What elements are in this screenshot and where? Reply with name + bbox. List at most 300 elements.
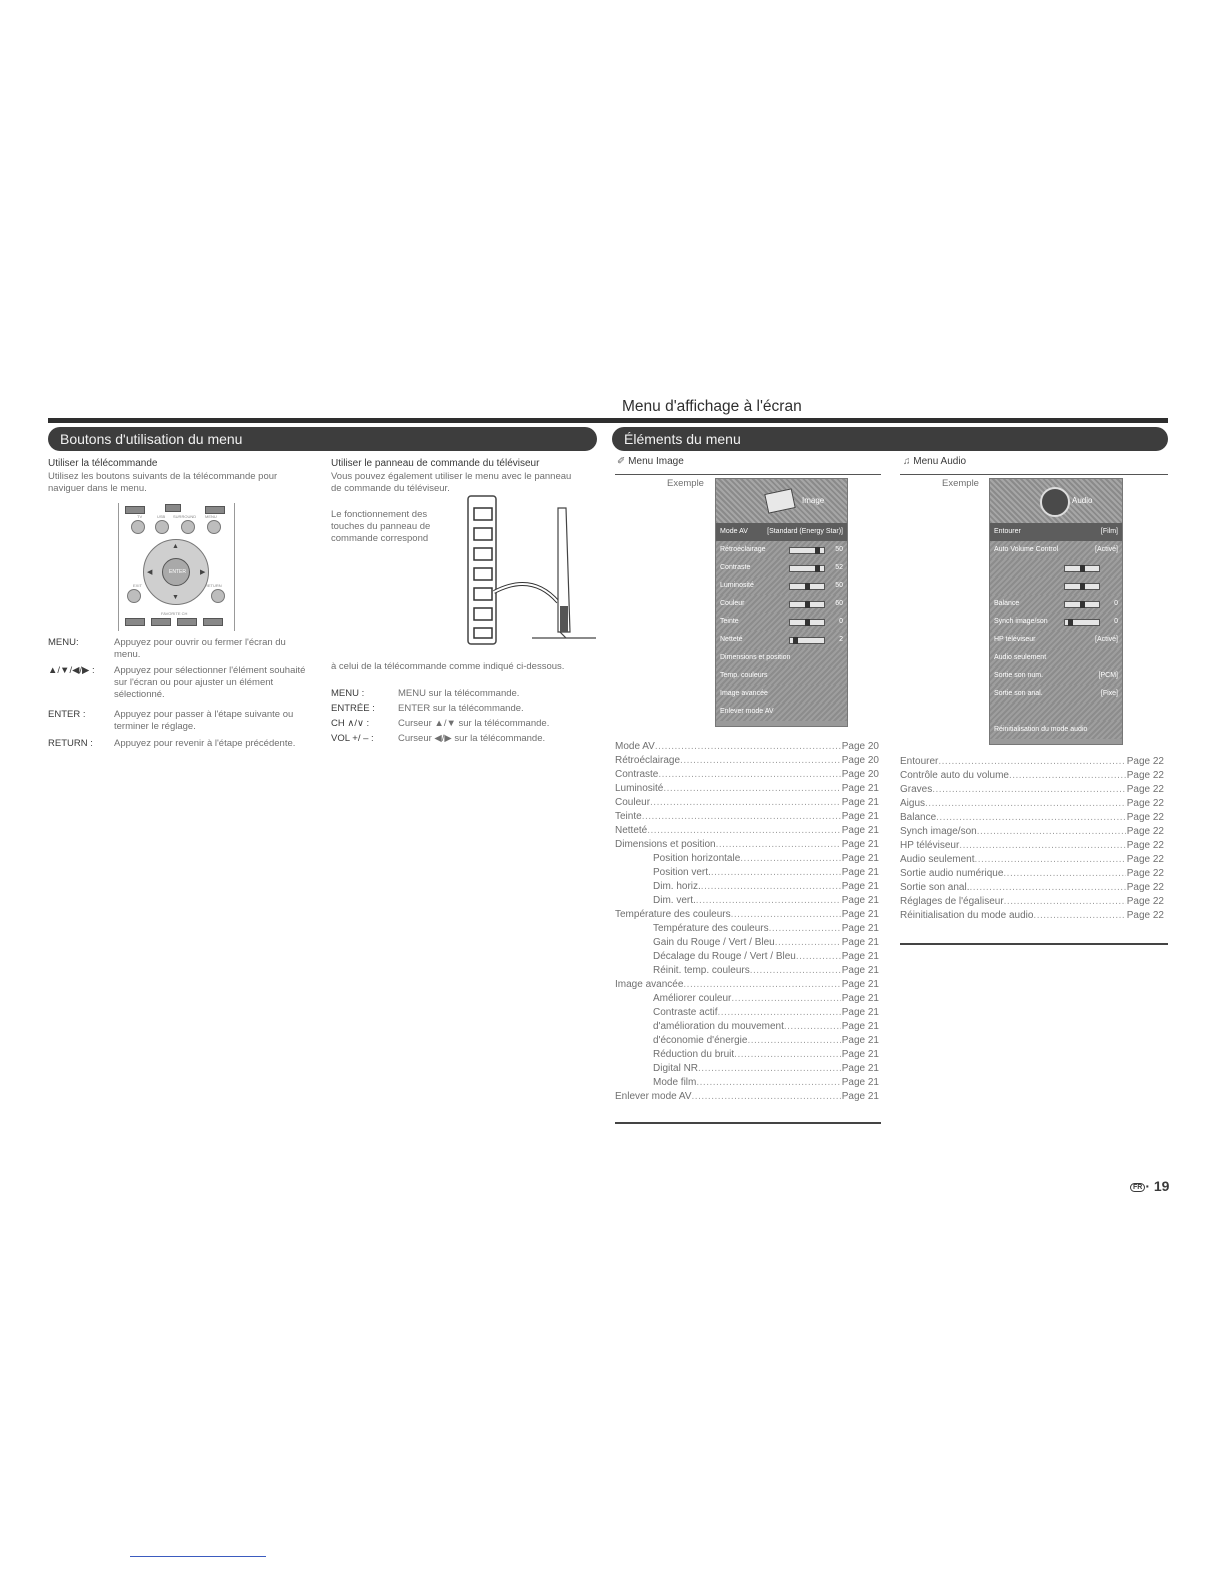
toc-page: Page 22 bbox=[1126, 812, 1164, 823]
toc-row bbox=[900, 811, 1164, 825]
osd-row-value: [Fixe] bbox=[1100, 690, 1118, 697]
toc-row bbox=[615, 852, 879, 866]
toc-label: Contraste bbox=[615, 769, 659, 780]
footer-link-underline bbox=[130, 1556, 266, 1557]
toc-row bbox=[615, 782, 879, 796]
osd-row bbox=[716, 541, 847, 559]
toc-page: Page 20 bbox=[841, 769, 879, 780]
remote-desc-enter: Appuyez pour passer à l'étape suivante ou terminer le réglage. bbox=[114, 709, 294, 732]
toc-page: Page 22 bbox=[1126, 882, 1164, 893]
toc-page: Page 20 bbox=[841, 755, 879, 766]
osd-slider-knob bbox=[1080, 601, 1085, 608]
osd-row-label: Auto Volume Control bbox=[994, 546, 1059, 553]
image-menu-bottom-rule bbox=[615, 1122, 881, 1124]
osd-slider bbox=[1064, 601, 1100, 608]
enter-button bbox=[162, 558, 190, 586]
image-menu-osd bbox=[715, 478, 848, 727]
tv-button bbox=[125, 506, 145, 514]
remote-desc-arrows: Appuyez pour sélectionner l'élément souhaité sur l'écran ou pour ajuster un élément sélectionné. bbox=[114, 665, 306, 700]
usb-label: USB bbox=[157, 514, 166, 519]
osd-slider-knob bbox=[1068, 619, 1073, 626]
toc-label: d'amélioration du mouvement bbox=[653, 1021, 784, 1032]
osd-slider bbox=[1064, 583, 1100, 590]
osd-row-label: Image avancée bbox=[720, 690, 768, 697]
panel-desc-vol: Curseur ◀/▶ sur la télécommande. bbox=[398, 733, 546, 744]
toc-row bbox=[615, 824, 879, 838]
favorite-d-button bbox=[203, 618, 223, 626]
toc-row bbox=[615, 796, 879, 810]
toc-row bbox=[615, 936, 879, 950]
tv-side-panel-svg bbox=[462, 492, 600, 648]
toc-leader bbox=[975, 853, 1126, 867]
osd-row-label: Entourer bbox=[994, 528, 1021, 535]
enter-label: ENTER bbox=[169, 569, 186, 575]
toc-page: Page 21 bbox=[841, 1035, 879, 1046]
panel-key-menu: MENU : bbox=[331, 688, 365, 699]
menu-circle-button bbox=[207, 520, 221, 534]
image-menu-rule bbox=[615, 474, 881, 475]
osd-row bbox=[990, 631, 1122, 649]
osd-row bbox=[990, 523, 1122, 541]
osd-slider-knob bbox=[815, 547, 820, 554]
toc-leader bbox=[970, 881, 1126, 895]
osd-slider-knob bbox=[793, 637, 798, 644]
toc-page: Page 22 bbox=[1126, 910, 1164, 921]
toc-label: Image avancée bbox=[615, 979, 684, 990]
toc-leader bbox=[680, 754, 841, 768]
toc-page: Page 21 bbox=[841, 881, 879, 892]
toc-page: Page 22 bbox=[1126, 840, 1164, 851]
up-arrow-icon: ▲ bbox=[172, 543, 179, 550]
panel-desc-ch: Curseur ▲/▼ sur la télécommande. bbox=[398, 718, 550, 729]
toc-leader bbox=[731, 992, 840, 1006]
toc-label: Rétroéclairage bbox=[615, 755, 681, 766]
toc-row bbox=[615, 866, 879, 880]
usb-circle-button bbox=[155, 520, 169, 534]
toc-row bbox=[900, 769, 1164, 783]
toc-leader bbox=[977, 825, 1126, 839]
toc-leader bbox=[717, 1006, 840, 1020]
toc-row bbox=[900, 839, 1164, 853]
toc-leader bbox=[784, 1020, 841, 1034]
toc-page: Page 21 bbox=[841, 909, 879, 920]
toc-label: Sortie audio numérique bbox=[900, 868, 1004, 879]
panel-key-entree: ENTRÉE : bbox=[331, 703, 375, 714]
toc-row bbox=[900, 755, 1164, 769]
toc-label: Température des couleurs bbox=[653, 923, 769, 934]
toc-row bbox=[900, 853, 1164, 867]
toc-page: Page 22 bbox=[1126, 854, 1164, 865]
toc-label: Réinit. temp. couleurs bbox=[653, 965, 750, 976]
osd-row-value: 0 bbox=[1114, 600, 1118, 607]
left-arrow-icon: ◀ bbox=[147, 569, 153, 576]
toc-leader bbox=[925, 797, 1126, 811]
osd-row-value: 0 bbox=[839, 618, 843, 625]
osd-title: Audio bbox=[1072, 496, 1093, 505]
osd-slider bbox=[789, 547, 825, 554]
toc-row bbox=[615, 838, 879, 852]
osd-row bbox=[990, 685, 1122, 703]
osd-slider bbox=[789, 601, 825, 608]
osd-row bbox=[716, 685, 847, 703]
menu-label: MENU bbox=[205, 514, 217, 519]
osd-slider-knob bbox=[805, 601, 810, 608]
osd-row-label: Sortie son num. bbox=[994, 672, 1044, 679]
toc-leader bbox=[1009, 769, 1126, 783]
toc-row bbox=[900, 867, 1164, 881]
toc-page: Page 21 bbox=[841, 783, 879, 794]
osd-row bbox=[716, 613, 847, 631]
toc-leader bbox=[663, 782, 840, 796]
toc-leader bbox=[775, 936, 841, 950]
audio-menu-example-label: Exemple bbox=[942, 478, 979, 489]
audio-menu-osd bbox=[989, 478, 1123, 745]
favorite-b-button bbox=[151, 618, 171, 626]
down-arrow-icon: ▼ bbox=[172, 594, 179, 601]
toc-label: Réduction du bruit bbox=[653, 1049, 735, 1060]
toc-row bbox=[615, 1034, 879, 1048]
toc-page: Page 20 bbox=[841, 741, 879, 752]
toc-label: Gain du Rouge / Vert / Bleu bbox=[653, 937, 775, 948]
image-menu-icon: ✐ bbox=[617, 456, 626, 467]
toc-label: d'économie d'énergie bbox=[653, 1035, 748, 1046]
osd-row bbox=[990, 667, 1122, 685]
osd-row-value: 2 bbox=[839, 636, 843, 643]
toc-leader bbox=[683, 978, 840, 992]
osd-row-label: Enlever mode AV bbox=[720, 708, 774, 715]
toc-leader bbox=[796, 950, 841, 964]
toc-leader bbox=[1004, 895, 1126, 909]
toc-label: Entourer bbox=[900, 756, 939, 767]
toc-page: Page 21 bbox=[841, 1021, 879, 1032]
panel-desc-menu: MENU sur la télécommande. bbox=[398, 688, 520, 699]
speaker-icon bbox=[1040, 487, 1070, 517]
osd-row bbox=[716, 577, 847, 595]
language-badge: FR bbox=[1130, 1183, 1145, 1192]
remote-desc-menu: Appuyez pour ouvrir ou fermer l'écran du menu. bbox=[114, 637, 286, 660]
toc-page: Page 21 bbox=[841, 1049, 879, 1060]
toc-page: Page 22 bbox=[1126, 756, 1164, 767]
osd-row-label: Dimensions et position bbox=[720, 654, 791, 661]
audio-menu-toc bbox=[900, 755, 1164, 923]
image-menu-toc bbox=[615, 740, 879, 1104]
osd-row-value: [PCM] bbox=[1098, 672, 1118, 679]
osd-row-value: [Film] bbox=[1100, 528, 1118, 535]
toc-row bbox=[615, 740, 879, 754]
favorite-c-button bbox=[177, 618, 197, 626]
tv-panel-illustration bbox=[462, 492, 600, 648]
panel-text-2: Le fonctionnement des touches du panneau de commande correspond bbox=[331, 509, 431, 544]
osd-row bbox=[716, 703, 847, 721]
remote-text: Utilisez les boutons suivants de la télécommande pour naviguer dans le menu. bbox=[48, 471, 278, 494]
toc-page: Page 21 bbox=[841, 965, 879, 976]
osd-row bbox=[990, 649, 1122, 667]
osd-row bbox=[990, 721, 1122, 739]
osd-row bbox=[990, 577, 1122, 595]
osd-slider bbox=[1064, 619, 1100, 626]
toc-label: Décalage du Rouge / Vert / Bleu bbox=[653, 951, 796, 962]
menu-button-top bbox=[205, 506, 225, 514]
osd-row-label: Mode AV bbox=[720, 528, 748, 535]
toc-label: Enlever mode AV bbox=[615, 1091, 692, 1102]
osd-slider-knob bbox=[1080, 565, 1085, 572]
osd-row bbox=[716, 649, 847, 667]
osd-slider bbox=[789, 619, 825, 626]
toc-page: Page 21 bbox=[841, 797, 879, 808]
toc-label: Réinitialisation du mode audio bbox=[900, 910, 1034, 921]
toc-row bbox=[615, 1076, 879, 1090]
toc-label: Dim. vert. bbox=[653, 895, 696, 906]
return-label: RETURN bbox=[205, 583, 222, 588]
osd-row bbox=[716, 559, 847, 577]
remote-illustration bbox=[118, 503, 235, 631]
toc-label: Contrôle auto du volume bbox=[900, 770, 1009, 781]
osd-row-value: 52 bbox=[835, 564, 843, 571]
osd-row bbox=[716, 631, 847, 649]
header-rule bbox=[48, 418, 1168, 423]
toc-leader bbox=[698, 1062, 841, 1076]
osd-slider bbox=[789, 565, 825, 572]
remote-heading: Utiliser la télécommande bbox=[48, 458, 158, 469]
toc-row bbox=[615, 922, 879, 936]
osd-slider bbox=[789, 583, 825, 590]
osd-title: Image bbox=[802, 496, 825, 505]
osd-row-value: 60 bbox=[835, 600, 843, 607]
return-button bbox=[211, 589, 225, 603]
osd-slider-knob bbox=[805, 619, 810, 626]
toc-row bbox=[900, 825, 1164, 839]
toc-row bbox=[615, 894, 879, 908]
toc-label: Audio seulement bbox=[900, 854, 975, 865]
toc-label: Synch image/son bbox=[900, 826, 977, 837]
osd-row-label: Contraste bbox=[720, 564, 751, 571]
panel-text: Vous pouvez également utiliser le menu avec le panneau de commande du téléviseur. bbox=[331, 471, 572, 494]
toc-page: Page 21 bbox=[841, 993, 879, 1004]
toc-row bbox=[615, 768, 879, 782]
audio-menu-rule bbox=[900, 474, 1168, 475]
toc-page: Page 21 bbox=[841, 895, 879, 906]
toc-row bbox=[900, 895, 1164, 909]
osd-row-label: Sortie son anal. bbox=[994, 690, 1043, 697]
toc-page: Page 21 bbox=[841, 923, 879, 934]
toc-leader bbox=[740, 852, 840, 866]
toc-leader bbox=[692, 1090, 841, 1104]
toc-row bbox=[615, 950, 879, 964]
osd-row-label: Netteté bbox=[720, 636, 743, 643]
toc-page: Page 21 bbox=[841, 1077, 879, 1088]
osd-slider-knob bbox=[805, 583, 810, 590]
toc-page: Page 22 bbox=[1126, 770, 1164, 781]
toc-page: Page 22 bbox=[1126, 798, 1164, 809]
toc-page: Page 22 bbox=[1126, 868, 1164, 879]
toc-leader bbox=[750, 964, 841, 978]
osd-row-label: Couleur bbox=[720, 600, 745, 607]
toc-leader bbox=[734, 1048, 841, 1062]
panel-desc-entree: ENTER sur la télécommande. bbox=[398, 703, 524, 714]
toc-page: Page 21 bbox=[841, 853, 879, 864]
toc-row bbox=[900, 881, 1164, 895]
favorite-label: FAVORITE CH bbox=[161, 611, 188, 616]
section-title-menu-buttons: Boutons d'utilisation du menu bbox=[48, 427, 597, 451]
toc-leader bbox=[701, 880, 841, 894]
audio-menu-heading bbox=[903, 456, 966, 467]
toc-label: Balance bbox=[900, 812, 937, 823]
toc-label: Dimensions et position bbox=[615, 839, 716, 850]
toc-label: Contraste actif bbox=[653, 1007, 718, 1018]
favorite-a-button bbox=[125, 618, 145, 626]
tv-circle-button bbox=[131, 520, 145, 534]
osd-slider bbox=[789, 637, 825, 644]
remote-key-enter: ENTER : bbox=[48, 709, 86, 720]
toc-label: Dim. horiz. bbox=[653, 881, 701, 892]
toc-leader bbox=[655, 740, 841, 754]
toc-leader bbox=[696, 894, 841, 908]
toc-label: Mode AV bbox=[615, 741, 655, 752]
osd-row bbox=[990, 613, 1122, 631]
toc-leader bbox=[650, 796, 841, 810]
toc-page: Page 22 bbox=[1126, 896, 1164, 907]
osd-row-label: HP téléviseur bbox=[994, 636, 1036, 643]
toc-page: Page 21 bbox=[841, 937, 879, 948]
toc-row bbox=[615, 810, 879, 824]
osd-slider bbox=[1064, 565, 1100, 572]
toc-page: Page 21 bbox=[841, 811, 879, 822]
toc-page: Page 22 bbox=[1126, 784, 1164, 795]
toc-leader bbox=[716, 838, 841, 852]
panel-key-vol: VOL +/ – : bbox=[331, 733, 374, 744]
toc-row bbox=[615, 880, 879, 894]
toc-page: Page 21 bbox=[841, 1091, 879, 1102]
surround-circle-button bbox=[181, 520, 195, 534]
toc-label: Mode film bbox=[653, 1077, 697, 1088]
image-menu-heading bbox=[617, 456, 684, 467]
toc-label: Réglages de l'égaliseur bbox=[900, 896, 1004, 907]
toc-label: Aigus bbox=[900, 798, 926, 809]
osd-row-value: 50 bbox=[835, 546, 843, 553]
osd-row bbox=[990, 595, 1122, 613]
panel-key-ch: CH ∧/∨ : bbox=[331, 718, 370, 729]
section-title-menu-items: Éléments du menu bbox=[612, 427, 1168, 451]
audio-menu-icon: ♫ bbox=[903, 456, 911, 467]
toc-leader bbox=[731, 908, 841, 922]
audio-menu-bottom-rule bbox=[900, 943, 1168, 945]
exit-button bbox=[127, 589, 141, 603]
toc-leader bbox=[932, 783, 1126, 797]
toc-label: Netteté bbox=[615, 825, 648, 836]
panel-text-3: à celui de la télécommande comme indiqué ci-dessous. bbox=[331, 661, 565, 672]
toc-leader bbox=[1033, 909, 1125, 923]
remote-key-arrows: ▲/▼/◀/▶ : bbox=[48, 665, 95, 676]
osd-row-label: Luminosité bbox=[720, 582, 754, 589]
toc-row bbox=[615, 908, 879, 922]
toc-page: Page 21 bbox=[841, 839, 879, 850]
osd-slider-knob bbox=[1080, 583, 1085, 590]
page-number bbox=[1130, 1178, 1169, 1194]
toc-leader bbox=[936, 811, 1126, 825]
toc-page: Page 21 bbox=[841, 1063, 879, 1074]
toc-row bbox=[900, 783, 1164, 797]
usb-button bbox=[165, 504, 181, 512]
toc-page: Page 21 bbox=[841, 1007, 879, 1018]
toc-leader bbox=[658, 768, 840, 782]
tv-label: TV bbox=[137, 514, 143, 519]
dpad-ring bbox=[143, 539, 209, 605]
osd-row bbox=[990, 559, 1122, 577]
remote-desc-return: Appuyez pour revenir à l'étape précédente. bbox=[114, 738, 296, 749]
toc-leader bbox=[647, 824, 840, 838]
toc-page: Page 21 bbox=[841, 825, 879, 836]
toc-label: Position horizontale bbox=[653, 853, 741, 864]
page-title: Menu d'affichage à l'écran bbox=[622, 398, 802, 415]
toc-label: Digital NR bbox=[653, 1063, 699, 1074]
audio-menu-heading-label: Menu Audio bbox=[913, 456, 967, 467]
osd-row-value: [Activé] bbox=[1095, 636, 1118, 643]
toc-row bbox=[615, 1062, 879, 1076]
osd-slider-knob bbox=[815, 565, 820, 572]
panel-heading: Utiliser le panneau de commande du téléviseur bbox=[331, 458, 540, 469]
osd-row bbox=[716, 667, 847, 685]
osd-row bbox=[990, 703, 1122, 721]
toc-row bbox=[615, 1020, 879, 1034]
osd-row-value: [Activé] bbox=[1095, 546, 1118, 553]
right-arrow-icon: ▶ bbox=[200, 569, 206, 576]
remote-key-menu: MENU: bbox=[48, 637, 79, 648]
toc-row bbox=[615, 992, 879, 1006]
toc-page: Page 21 bbox=[841, 867, 879, 878]
osd-row-value: [Standard (Energy Star)] bbox=[767, 528, 843, 535]
toc-leader bbox=[959, 839, 1125, 853]
toc-row bbox=[615, 1048, 879, 1062]
toc-label: HP téléviseur bbox=[900, 840, 960, 851]
toc-label: Couleur bbox=[615, 797, 651, 808]
toc-label: Température des couleurs bbox=[615, 909, 731, 920]
toc-row bbox=[900, 797, 1164, 811]
image-menu-example-label: Exemple bbox=[667, 478, 704, 489]
toc-page: Page 22 bbox=[1126, 826, 1164, 837]
toc-label: Teinte bbox=[615, 811, 642, 822]
osd-row-label: Temp. couleurs bbox=[720, 672, 768, 679]
toc-leader bbox=[938, 755, 1125, 769]
osd-row-label: Synch image/son bbox=[994, 618, 1048, 625]
image-menu-heading-label: Menu Image bbox=[628, 456, 684, 467]
osd-row-label: Réinitialisation du mode audio bbox=[994, 726, 1088, 733]
toc-label: Position vert. bbox=[653, 867, 711, 878]
osd-row bbox=[716, 595, 847, 613]
osd-row-value: 50 bbox=[835, 582, 843, 589]
toc-leader bbox=[1003, 867, 1125, 881]
toc-row bbox=[615, 978, 879, 992]
exit-label: EXIT bbox=[133, 583, 142, 588]
toc-row bbox=[615, 1006, 879, 1020]
toc-leader bbox=[696, 1076, 840, 1090]
page-number-label: · 19 bbox=[1145, 1178, 1170, 1194]
osd-row-label: Teinte bbox=[720, 618, 739, 625]
osd-row-label: Balance bbox=[994, 600, 1020, 607]
toc-page: Page 21 bbox=[841, 951, 879, 962]
toc-row bbox=[615, 1090, 879, 1104]
osd-row-value: 0 bbox=[1114, 618, 1118, 625]
toc-row bbox=[900, 909, 1164, 923]
toc-label: Graves bbox=[900, 784, 933, 795]
toc-page: Page 21 bbox=[841, 979, 879, 990]
toc-row bbox=[615, 964, 879, 978]
osd-row-label: Audio seulement bbox=[994, 654, 1047, 661]
osd-row-label: Rétroéclairage bbox=[720, 546, 766, 553]
toc-leader bbox=[769, 922, 841, 936]
toc-label: Améliorer couleur bbox=[653, 993, 732, 1004]
remote-key-return: RETURN : bbox=[48, 738, 93, 749]
osd-row bbox=[990, 541, 1122, 559]
